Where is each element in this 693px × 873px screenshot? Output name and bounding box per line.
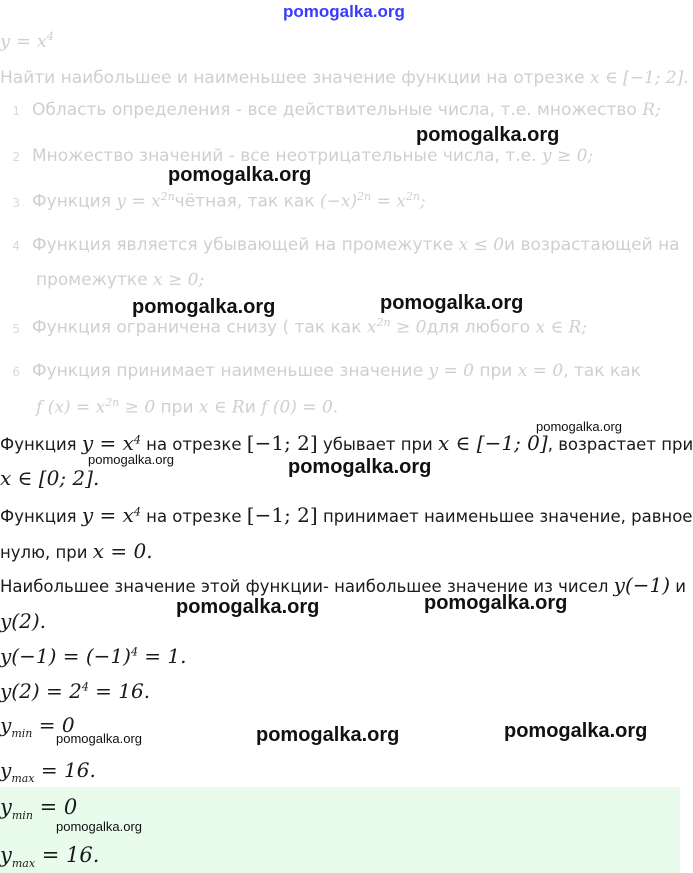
watermark: pomogalka.org — [168, 164, 312, 186]
paragraph-monotonic-line2: x ∈ [0; 2]. — [0, 466, 100, 490]
list-math: x ∈ R — [198, 397, 245, 418]
list-text: для любого — [426, 317, 536, 338]
list-text: Функция является убывающей на промежутке — [32, 235, 459, 255]
list-text: Функция — [32, 191, 117, 212]
function-formula: y = x — [0, 31, 47, 52]
text: на отрезке — [140, 507, 247, 526]
text: и — [670, 577, 687, 596]
list-math: (−x) — [320, 191, 358, 212]
list-math: x = 0 — [517, 361, 564, 381]
list-item-4-line2 — [36, 270, 204, 290]
text: убывает при — [317, 435, 438, 454]
equation-y-minus-1 — [0, 644, 187, 668]
list-math: f (0) = 0. — [261, 397, 339, 418]
function-exponent: 4 — [46, 30, 54, 43]
subscript: min — [11, 727, 33, 740]
list-number: 3 — [12, 195, 20, 210]
list-exponent: 2n — [405, 190, 420, 203]
exponent: 4 — [81, 680, 89, 694]
text: Функция — [0, 435, 82, 454]
list-number: 1 — [12, 104, 20, 118]
math: [−1; 2] — [246, 431, 318, 455]
list-math: ≥ 0 — [390, 317, 427, 338]
exponent: 4 — [133, 433, 141, 447]
watermark: pomogalka.org — [256, 724, 400, 746]
math: x = 0. — [92, 539, 153, 563]
watermark: pomogalka.org — [416, 124, 560, 146]
list-math: ; — [419, 191, 426, 212]
list-math: ≥ 0 — [119, 397, 156, 418]
list-text: при — [155, 397, 199, 418]
math: x ∈ [−1; 0] — [438, 431, 548, 455]
list-text: и — [244, 397, 262, 418]
math: y = x — [81, 431, 134, 455]
task-statement — [0, 68, 689, 88]
watermark: pomogalka.org — [424, 592, 568, 614]
list-math: y = x — [116, 191, 161, 212]
list-text: промежутке — [36, 270, 153, 290]
list-math: f (x) = x — [36, 397, 106, 418]
list-exponent: 2n — [160, 190, 175, 203]
task-interval: x ∈ [−1; 2]. — [589, 68, 689, 88]
math: = 16. — [35, 843, 100, 867]
list-text: Функция ограничена снизу ( так как — [32, 317, 367, 338]
list-number: 6 — [12, 365, 20, 379]
math: = 16. — [88, 679, 151, 703]
list-math: x — [366, 317, 377, 338]
list-item-6-line2 — [36, 396, 338, 418]
math: [−1; 2] — [246, 503, 318, 527]
list-item-4 — [6, 235, 680, 255]
text: принимает наименьшее значение, равное — [317, 507, 693, 526]
list-text: при — [473, 361, 518, 381]
math: y(2) = 2 — [0, 679, 82, 703]
list-item-2 — [6, 146, 593, 166]
list-text: чётная, так как — [174, 191, 320, 212]
site-watermark-top: pomogalka.org — [283, 2, 405, 21]
watermark: pomogalka.org — [88, 452, 174, 467]
list-exponent: 2n — [376, 316, 391, 329]
list-math: x ≥ 0; — [153, 270, 205, 290]
paragraph-minimum-line2 — [0, 539, 153, 563]
paragraph-maximum-line2: y(2). — [0, 609, 46, 633]
list-math: x ≤ 0 — [458, 235, 505, 255]
subscript: max — [11, 772, 35, 785]
math: y = x — [81, 503, 134, 527]
math: y — [0, 795, 12, 819]
list-number: 2 — [12, 150, 20, 164]
list-item-1 — [6, 100, 661, 120]
equation-y-max — [0, 758, 96, 785]
list-number: 4 — [12, 239, 20, 253]
watermark: pomogalka.org — [380, 292, 524, 314]
list-math: y ≥ 0; — [541, 146, 594, 166]
text: нулю, при — [0, 543, 93, 562]
list-math: = x — [371, 191, 406, 212]
watermark: pomogalka.org — [504, 720, 648, 742]
list-text: , так как — [563, 361, 641, 381]
list-item-6 — [6, 361, 641, 381]
function-definition — [0, 30, 54, 52]
list-math: R; — [642, 100, 661, 120]
watermark: pomogalka.org — [56, 731, 142, 746]
list-exponent: 2n — [357, 190, 372, 203]
paragraph-maximum — [0, 573, 686, 597]
math: y — [0, 843, 12, 867]
math: y — [0, 758, 12, 782]
text: Функция — [0, 507, 82, 526]
list-text: Множество значений - все неотрицательные числа, т.е. — [32, 146, 542, 166]
equation-y-2 — [0, 679, 150, 703]
exponent: 4 — [133, 505, 141, 519]
subscript: max — [11, 857, 36, 871]
list-math: y = 0 — [428, 361, 474, 381]
list-number: 5 — [12, 321, 20, 336]
text: , возрастает при — [547, 435, 693, 454]
paragraph-minimum — [0, 503, 692, 527]
list-text: и возрастающей на — [504, 235, 680, 255]
math: = 16. — [34, 758, 96, 782]
math: = 0 — [32, 795, 78, 819]
answer-y-max — [0, 843, 99, 870]
watermark: pomogalka.org — [56, 819, 142, 834]
task-text: Найти наибольшее и наименьшее значение функции на отрезке — [0, 68, 590, 88]
list-text: Функция принимает наименьшее значение — [32, 361, 429, 381]
subscript: min — [11, 809, 33, 823]
watermark: pomogalka.org — [288, 456, 432, 478]
list-exponent: 2n — [105, 396, 120, 409]
text: Наибольшее значение этой функции- наибольшее значение из чисел — [0, 577, 614, 596]
list-text: Область определения - все действительные числа, т.е. множество — [32, 100, 643, 120]
list-math: x ∈ R; — [535, 317, 588, 338]
math: y — [0, 713, 12, 737]
watermark: pomogalka.org — [132, 296, 276, 318]
math: y(−1) = (−1) — [0, 644, 131, 668]
exponent: 4 — [130, 645, 138, 659]
list-item-3 — [6, 190, 426, 212]
list-item-5 — [6, 316, 587, 338]
math: = 0 — [32, 713, 75, 737]
math: = 1. — [137, 644, 187, 668]
text: на отрезке — [140, 435, 247, 454]
watermark: pomogalka.org — [536, 419, 622, 434]
math: y(−1) — [613, 573, 671, 597]
watermark: pomogalka.org — [176, 596, 320, 618]
